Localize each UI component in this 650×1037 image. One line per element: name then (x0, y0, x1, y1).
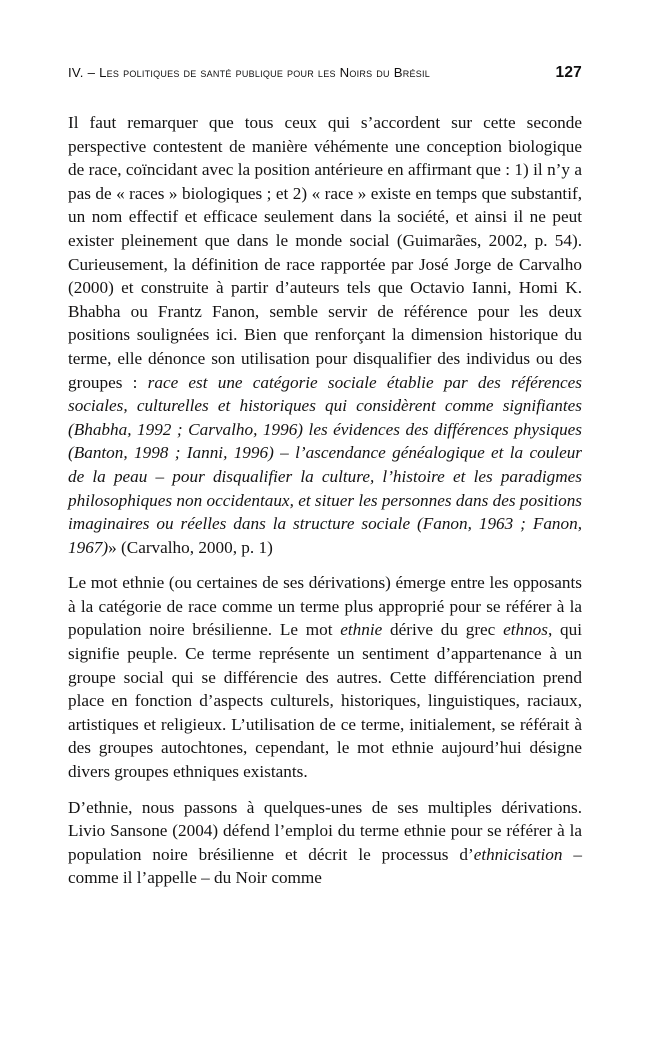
page-number: 127 (555, 64, 582, 81)
paragraph-3 (68, 796, 582, 890)
text-run: D’ethnie, nous passons à quelques-unes de ses multiples dérivations. Livio Sansone (2004) défend l’emploi du terme ethnie pour se référer à la population noire brésilienne et décrit le processus d’ (68, 797, 582, 864)
text-run: » (Carvalho, 2000, p. 1) (108, 537, 273, 557)
italic-run: ethnos (503, 620, 548, 640)
italic-run: ethnie (340, 620, 383, 640)
text-run: Il faut remarquer que tous ceux qui s’accordent sur cette seconde perspective contestent de manière véhémente une conception biologique de race, coïncidant avec la position antérieure en affirmant que : 1) il n’y a pas de « races » biologiques ; et 2) « race » existe en temps que substantif, un nom effectif et efficace seulement dans la société, et ainsi il ne peut exister pleinement que dans le monde social (Guimarães, 2002, p. 54). Curieusement, la définition de race rapportée par José Jorge de Carvalho (2000) et construite à partir d’auteurs tels que Octavio Ianni, Homi K. Bhabha ou Frantz Fanon, semble servir de référence pour les deux positions soulignées ici. Bien que renforçant la dimension historique du terme, elle dénonce son utilisation pour disqualifier des individus ou des groupes : (68, 113, 582, 392)
running-head-title: IV. – Les politiques de santé publique pour les Noirs du Brésil (68, 65, 431, 80)
text-run: – comme il l’appelle – du Noir comme (68, 844, 582, 888)
italic-run: race est une catégorie sociale établie par des références sociales, culturelles et historiques qui considèrent comme signifiantes (Bhabha, 1992 ; Carvalho, 1996) les évidences des différences physiques (Banton, 1998 ; Ianni, 1996) – l’ascendance généalogique et la couleur de la peau – pour disqualifier la culture, l’histoire et les paradigmes philosophiques non occidentaux, et situer les personnes dans des positions imaginaires ou réelles dans la structure sociale (Fanon, 1963 ; Fanon, 1967) (68, 372, 582, 557)
text-run: dérive du grec (382, 620, 504, 640)
paragraph-2 (68, 571, 582, 783)
text-run: Le mot ethnie (ou certaines de ses dérivations) émerge entre les opposants à la catégorie de race comme un terme plus approprié pour se référer à la population noire brésilienne. Le mot (68, 573, 582, 640)
text-run: , qui signifie peuple. Ce terme représente un sentiment d’appartenance à un groupe social qui se différencie des autres. Cette différenciation prend place en fonction d’aspects culturels, historiques, linguistiques, raciaux, artistiques et religieux. L’utilisation de ce terme, initialement, se référait à des groupes autochtones, cependant, le mot ethnie aujourd’hui désigne divers groupes ethniques existants. (68, 620, 583, 782)
running-head (68, 64, 582, 82)
paragraph-1 (68, 111, 582, 559)
italic-run: ethnicisation (473, 844, 563, 864)
body-text-column (68, 111, 582, 890)
